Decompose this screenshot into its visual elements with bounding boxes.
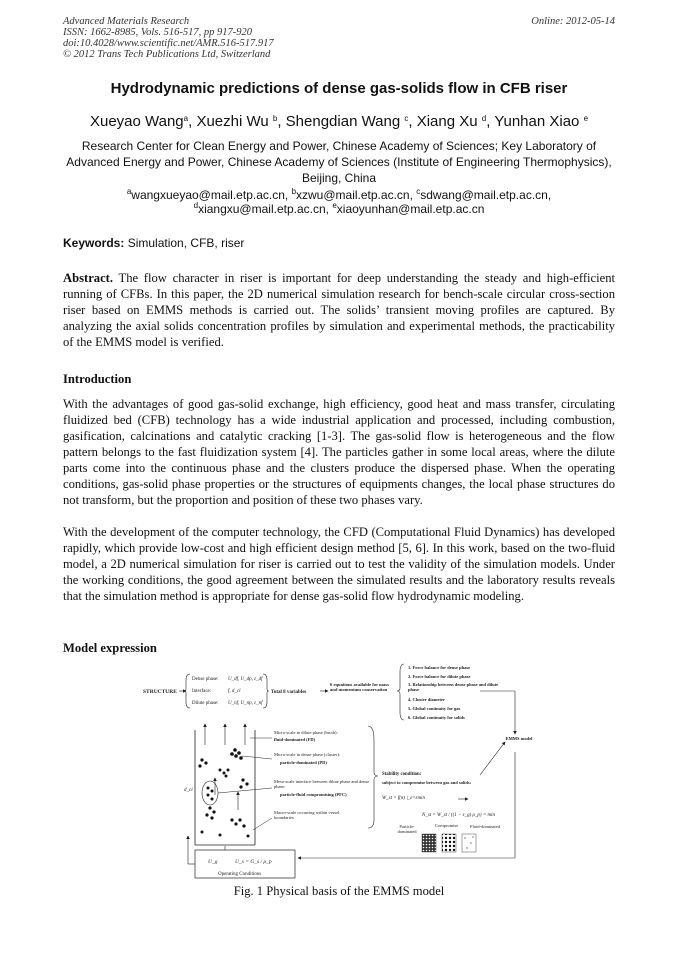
fig-wst-equation: W_st = f(n) |_ε=εmin	[382, 796, 426, 801]
figure-caption: Fig. 1 Physical basis of the EMMS model	[233, 884, 445, 898]
particle-clusters	[198, 748, 249, 837]
fig-macro-label: Macro-scale occurring within vessel boundaries	[274, 810, 340, 820]
fig-interface: Interface:	[192, 689, 212, 694]
fig-ug: U_g	[208, 859, 218, 865]
affiliation: Research Center for Clean Energy and Power, Chinese Academy of Sciences; Key Laboratory of Advanced Energy and Power, Chinese Academy of Sciences (Institute of Engineering Thermophysics), Beijing, China	[66, 139, 612, 185]
swatch-compromise	[442, 834, 456, 852]
fig-meso-label: Meso-scale interface between dilute phase and dense phase:	[274, 779, 370, 789]
author-name: Xuezhi Wu	[196, 113, 269, 130]
email-mark: d	[193, 201, 199, 210]
email-list	[62, 188, 616, 216]
email-mark: e	[332, 201, 337, 210]
fig-compromise: Compromise	[435, 823, 459, 828]
abstract-text: The flow character in riser is important for deep understanding the steady and high-efficient running of CFBs. In this paper, the 2D numerical simulation research for bench-scale circular cross-section riser based on EMMS methods is carried out. The solids’ transient moving profiles are captured. By analyzing the axial solids concentration profiles by simulation and experimental methods, the practicability of the EMMS model is verified.	[63, 271, 616, 349]
fig-fd-label: fluid-dominated (FD)	[274, 737, 316, 742]
author-name: Shengdian Wang	[285, 113, 401, 130]
fig-structure-label: STRUCTURE	[143, 689, 177, 695]
fig-particle-dominated: Particle-dominated	[397, 824, 417, 834]
fig-list-item: 4. Cluster diameter	[408, 697, 446, 702]
fig-pd-label: particle-dominated (PD)	[280, 760, 327, 765]
fig-list-item: 3. Relationship between dense phase and dilute phase	[408, 682, 499, 692]
author-mark: b	[272, 114, 278, 123]
author-list: Xueyao Wang$^a$, Xuezhi Wu $^b$, Shengdian Wang $^c$, Xiang Xu $^d$, Yunhan Xiao $^e$	[89, 113, 589, 130]
fig-dilute-phase: Dilute phase:	[192, 701, 219, 706]
author-mark: a	[183, 114, 189, 123]
fig-emms-label: EMMS model	[505, 736, 533, 741]
author-mark: e	[583, 114, 589, 123]
section-heading-introduction: Introduction	[63, 372, 132, 386]
abstract	[63, 270, 615, 350]
journal-name: Advanced Materials Research	[63, 16, 190, 27]
intro-paragraph-1: With the advantages of good gas-solid exchange, high efficiency, good heat and mass transfer, circulating fluidized bed (CFB) technology has a wide industrial application and processed, including combustion, gasification, calcinations and catalytic cracking [1-3]. The gas-solid flow is heterogeneous and the flow pattern belongs to the fast fluidization system [4]. The particles gather in some local areas, where the dilute parts come into the continuous phase and the clusters produce the dispersed phase. When the operating conditions, gas-solid phase properties or the structures of equipments changes, the local phase structures do not transform, but the proportion and position of these two phases vary.	[63, 397, 615, 507]
fig-list-item: 1. Force balance for dense phase	[408, 665, 471, 670]
section-heading-model: Model expression	[63, 641, 157, 655]
fig-nst-equation: N_st = W_st / ((1 − ε_g) ρ_p) = min	[422, 813, 495, 818]
paper-title: Hydrodynamic predictions of dense gas-solids flow in CFB riser	[110, 80, 568, 97]
fig-dense-vars: U_df, U_dp, ε_df	[228, 677, 263, 682]
fig-equations: 6 equations available for mass and momentum conservation	[330, 682, 389, 692]
fig-operating-conditions: Operating Conditions	[218, 872, 262, 877]
fig-dilute-vars: U_nf, U_np, ε_nf	[228, 701, 263, 706]
journal-copyright: © 2012 Trans Tech Publications Ltd, Switzerland	[63, 49, 271, 60]
email-address[interactable]: xiangxu@mail.etp.ac.cn,	[198, 202, 329, 216]
swatch-fluid-dominated	[462, 834, 476, 852]
swatch-particle-dominated	[422, 834, 436, 852]
fig-micro-dense: Micro-scale in dense phase (cluster):	[274, 752, 341, 757]
fig-dcl-label: d_cl	[184, 788, 193, 793]
author-mark: d	[481, 114, 487, 123]
journal-doi: doi:10.4028/www.scientific.net/AMR.516-517.917	[63, 38, 274, 49]
keywords-label: Keywords:	[63, 236, 125, 250]
fig-stability-sub: subject to compromise between gas and solids:	[382, 780, 472, 785]
fig-us: U_s = G_s / ρ_p	[235, 859, 272, 865]
author-name: Xueyao Wang	[89, 113, 184, 130]
journal-issn: ISSN: 1662-8985, Vols. 516-517, pp 917-920	[63, 27, 252, 38]
keywords-text: Simulation, CFB, riser	[127, 236, 245, 250]
fig-stability: Stability condition:	[382, 772, 422, 777]
email-address[interactable]: xiaoyunhan@mail.etp.ac.cn	[336, 202, 485, 216]
email-address[interactable]: sdwang@mail.etp.ac.cn,	[420, 188, 552, 202]
email-address[interactable]: wangxueyao@mail.etp.ac.cn,	[131, 188, 289, 202]
fig-total-variables: Total 8 variables	[271, 690, 307, 695]
journal-header	[63, 16, 274, 60]
fig-list-item: 5. Global continuity for gas	[408, 706, 461, 711]
fig-list-item: 2. Force balance for dilute phase	[408, 674, 471, 679]
email-mark: a	[126, 187, 132, 196]
online-date: Online: 2012-05-14	[531, 16, 615, 27]
author-mark: c	[404, 114, 409, 123]
fig-list-item: 6. Global continuity for solids	[408, 715, 465, 720]
email-mark: b	[291, 187, 297, 196]
fig-micro-dilute: Micro-scale in dilute phase (broth):	[274, 730, 338, 735]
abstract-label: Abstract.	[63, 271, 114, 285]
fig-fluid-dominated: Fluid-dominated	[470, 824, 500, 829]
fig-interface-vars: f, d_cl	[228, 689, 241, 694]
keywords	[63, 236, 244, 250]
intro-paragraph-2: With the development of the computer technology, the CFD (Computational Fluid Dynamics) has developed rapidly, which provide low-cost and high efficient design method [5, 6]. In this work, based on the two-fluid model, a 2D numerical simulation for riser is carried out to test the validity of the simulation models. Under the working conditions, the good agreement between the simulated results and the laboratory results reveals that the simulation method is appropriate for dense gas-solid flow hydrodynamic modeling.	[63, 525, 615, 603]
email-mark: c	[416, 187, 421, 196]
author-name: Yunhan Xiao	[494, 113, 580, 130]
emms-figure	[140, 660, 540, 882]
email-address[interactable]: xzwu@mail.etp.ac.cn,	[296, 188, 413, 202]
fig-dense-phase: Dense phase:	[192, 677, 219, 682]
fig-pfc-label: particle-fluid compromising (PFC)	[280, 792, 347, 797]
author-name: Xiang Xu	[416, 113, 478, 130]
